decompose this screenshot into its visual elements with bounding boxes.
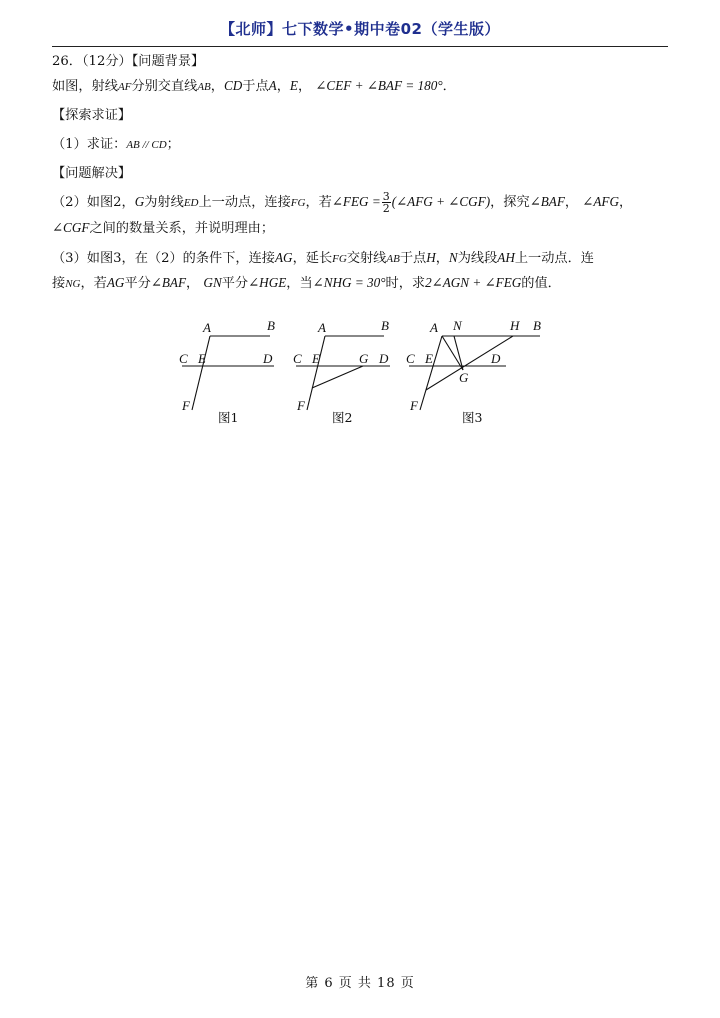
math: H — [426, 250, 436, 265]
fig1-label-f: F — [182, 398, 190, 413]
text: ， — [276, 79, 290, 94]
text: （3）如图3，在（2）的条件下，连接 — [52, 251, 275, 266]
fig3-label-a: A — [430, 320, 438, 335]
fig3-label-g: G — [459, 370, 469, 385]
text: ，若 — [80, 276, 107, 291]
text: 平分 — [124, 276, 151, 291]
math: AB — [386, 253, 400, 265]
fig2-label-d: D — [379, 351, 389, 366]
text: （1）求证： — [52, 137, 127, 152]
text: ， — [210, 79, 224, 94]
fig3-ray-af — [420, 336, 442, 410]
fig3-segment-ag — [442, 336, 463, 370]
math: ∠AFG — [582, 194, 619, 209]
text: 分别交直线 — [131, 79, 198, 94]
math: (∠AFG + ∠CGF) — [391, 194, 491, 209]
text: ， — [435, 251, 449, 266]
fraction — [382, 191, 391, 214]
fig2-label-e: E — [312, 351, 320, 366]
fig3-caption: 图3 — [462, 410, 483, 425]
fig3-label-n: N — [453, 318, 462, 333]
fig3-label-c: C — [406, 351, 415, 366]
fig3-label-h: H — [510, 318, 520, 333]
page-header-title: 【北师】七下数学•期中卷02（学生版） — [220, 20, 500, 38]
fraction-numerator: 3 — [382, 190, 390, 203]
text: 时，求 — [385, 276, 426, 291]
text: 接 — [52, 276, 66, 291]
fig3-label-f: F — [410, 398, 418, 413]
fig1-caption: 图1 — [218, 410, 239, 425]
math: G — [134, 194, 145, 209]
math: A — [268, 78, 277, 93]
math: N — [448, 250, 458, 265]
text: 于点 — [242, 79, 269, 94]
text: ， — [186, 276, 200, 291]
math: ∠HGE — [248, 275, 287, 290]
section-solve-heading: 【问题解决】 — [52, 166, 132, 181]
page-footer: 第 6 页 共 18 页 — [305, 976, 415, 991]
fig1-label-a: A — [203, 320, 211, 335]
math: ED — [183, 197, 199, 209]
fig2-label-f: F — [297, 398, 305, 413]
text: ， — [564, 195, 579, 210]
fig2-label-b: B — [381, 318, 389, 333]
math: AF — [117, 81, 132, 93]
fig2-ray-af — [307, 336, 325, 410]
text: ，当 — [286, 276, 313, 291]
math: E — [289, 78, 298, 93]
text: ； — [166, 137, 180, 152]
text: 的值． — [521, 276, 561, 291]
math: AB // CD — [126, 139, 167, 151]
fig3-segment-ng — [454, 336, 463, 370]
section-explore-heading: 【探索求证】 — [52, 108, 132, 123]
text: 之间的数量关系，并说明理由； — [89, 221, 275, 236]
math: AG — [106, 275, 125, 290]
fig3-label-d: D — [491, 351, 501, 366]
problem-background — [52, 76, 672, 97]
fig1-label-c: C — [179, 351, 188, 366]
fig1-label-d: D — [263, 351, 273, 366]
fig2-label-c: C — [293, 351, 302, 366]
math: NG — [65, 278, 81, 290]
fig3-label-b: B — [533, 318, 541, 333]
text: 为射线 — [144, 195, 184, 210]
question-3-line-1 — [52, 248, 672, 269]
text: ， — [618, 195, 633, 210]
figures-panel — [170, 318, 550, 428]
question-2-line-2 — [52, 218, 672, 239]
text: 交射线 — [346, 251, 387, 266]
problem-content — [52, 52, 672, 303]
math: ∠CGF — [52, 220, 90, 235]
question-1 — [52, 135, 672, 155]
fig2-label-g: G — [359, 351, 369, 366]
question-3-line-2 — [52, 273, 672, 294]
text: ，若 — [305, 195, 332, 210]
fig2-caption: 图2 — [332, 410, 353, 425]
fig1-label-e: E — [198, 351, 206, 366]
geometry-figures — [170, 318, 550, 428]
math: AH — [497, 250, 515, 265]
math: FG — [290, 197, 306, 209]
fig1-label-b: B — [267, 318, 275, 333]
text: ，延长 — [292, 251, 333, 266]
question-2-line-1 — [52, 191, 672, 214]
math: AB — [197, 81, 211, 93]
header-divider — [52, 46, 668, 47]
math: ∠CEF + ∠BAF = 180° — [315, 78, 443, 93]
fig3-label-e: E — [425, 351, 433, 366]
fig2-label-a: A — [318, 320, 326, 335]
fig2-segment-fg — [312, 366, 363, 388]
text: ， — [297, 79, 312, 94]
math: ∠NHG = 30° — [312, 275, 386, 290]
math: ∠BAF — [150, 275, 187, 290]
text: ，探究 — [490, 195, 530, 210]
text: 如图，射线 — [52, 79, 118, 94]
fig1-ray-af — [192, 336, 210, 410]
math: GN — [203, 275, 222, 290]
text: 为线段 — [457, 251, 498, 266]
math: AG — [274, 250, 293, 265]
text: 上一动点．连 — [514, 251, 594, 266]
math: ∠FEG = — [331, 194, 381, 209]
problem-heading: 26．（12分）【问题背景】 — [52, 54, 205, 69]
math: 2∠AGN + ∠FEG — [425, 275, 522, 290]
text: 于点 — [399, 251, 427, 266]
text: ． — [442, 79, 456, 94]
math: ∠BAF — [529, 194, 565, 209]
text: 上一动点，连接 — [198, 195, 291, 210]
text: （2）如图2， — [52, 195, 135, 210]
math: CD — [223, 78, 243, 93]
fraction-denominator: 2 — [382, 202, 390, 215]
math: FG — [332, 253, 347, 265]
text: 平分 — [221, 276, 249, 291]
